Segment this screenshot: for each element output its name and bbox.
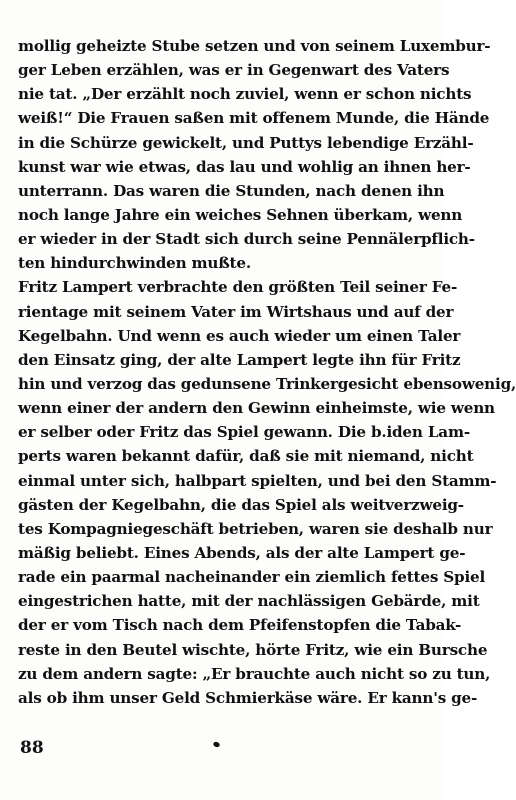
text-line-9: er wieder in der Stadt sich durch seine Pennälerpflich- (18, 230, 475, 249)
ink-mark (213, 741, 221, 748)
text-line-24: eingestrichen hatte, mit der nachlässigen Gebärde, mit (18, 592, 480, 611)
text-line-27: zu dem andern sagte: „Er brauchte auch nicht so zu tun, (18, 664, 491, 683)
text-line-15: hin und verzog das gedunsene Trinkergesicht ebensowenig, (18, 374, 516, 393)
text-line-11: Fritz Lampert verbrachte den größten Teil seiner Fe- (18, 278, 458, 297)
text-line-3: nie tat. „Der erzählt noch zuviel, wenn er schon nichts (18, 85, 472, 104)
text-line-4: weiß!“ Die Frauen saßen mit offenem Munde, die Hände (18, 109, 490, 128)
body-text (18, 34, 516, 710)
text-line-12: rientage mit seinem Vater im Wirtshaus und auf der (18, 302, 454, 321)
page-number: 88 (20, 738, 44, 758)
text-line-6: kunst war wie etwas, das lau und wohlig an ihnen her- (18, 157, 471, 176)
text-line-16: wenn einer der andern den Gewinn einheimste, wie wenn (18, 399, 495, 418)
text-line-13: Kegelbahn. Und wenn es auch wieder um einen Taler (18, 326, 461, 345)
text-line-25: der er vom Tisch nach dem Pfeifenstopfen die Tabak- (18, 616, 462, 635)
text-line-17: er selber oder Fritz das Spiel gewann. Die b.iden Lam- (18, 423, 470, 442)
text-line-2: ger Leben erzählen, was er in Gegenwart des Vaters (18, 61, 450, 80)
text-line-7: unterrann. Das waren die Stunden, nach denen ihn (18, 181, 445, 200)
text-line-14: den Einsatz ging, der alte Lampert legte ihn für Fritz (18, 350, 461, 369)
text-line-1: mollig geheizte Stube setzen und von seinem Luxembur- (18, 37, 491, 55)
text-line-22: mäßig beliebt. Eines Abends, als der alte Lampert ge- (18, 543, 466, 562)
text-line-28: als ob ihm unser Geld Schmierkäse wäre. Er kann's ge- (18, 688, 478, 707)
text-line-20: gästen der Kegelbahn, die das Spiel als weitverzweig- (18, 495, 464, 514)
text-line-8: noch lange Jahre ein weiches Sehnen überkam, wenn (18, 205, 463, 224)
text-line-19: einmal unter sich, halbpart spielten, und bei den Stamm- (18, 471, 497, 490)
text-line-21: tes Kompagniegeschäft betrieben, waren sie deshalb nur (18, 519, 493, 538)
text-line-18: perts waren bekannt dafür, daß sie mit niemand, nicht (18, 447, 474, 466)
text-line-23: rade ein paarmal nacheinander ein ziemlich fettes Spiel (18, 568, 486, 587)
text-line-10: ten hindurchwinden mußte. (18, 254, 251, 273)
text-line-26: reste in den Beutel wischte, hörte Fritz, wie ein Bursche (18, 640, 488, 659)
text-line-5: in die Schürze gewickelt, und Puttys lebendige Erzähl- (18, 133, 474, 152)
